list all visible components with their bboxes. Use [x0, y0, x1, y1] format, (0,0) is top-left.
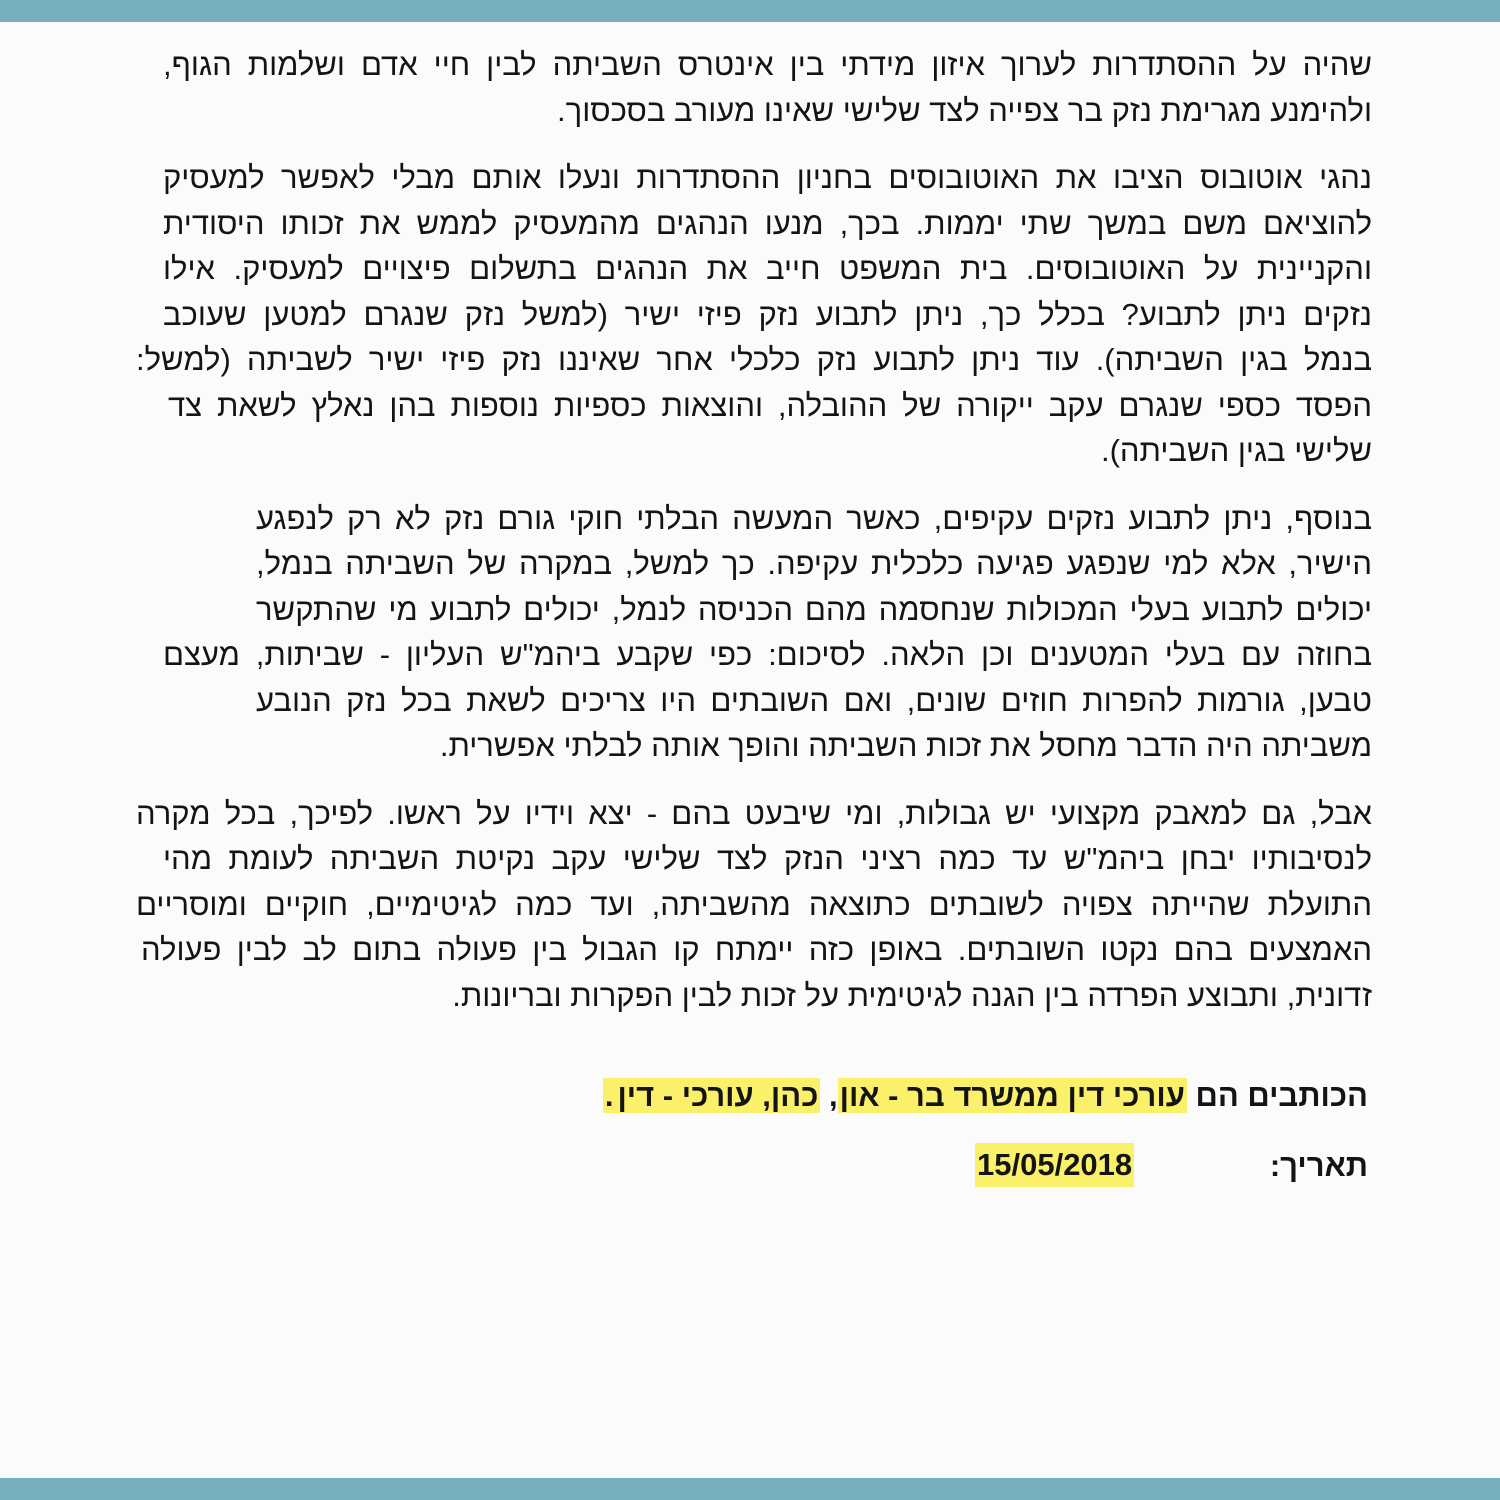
paragraph-3	[136, 496, 1372, 769]
text-line: האמצעים בהם נקטו השובתים. באופן כזה יימתח קו הגבול בין פעולה בתום לב לבין פעולה	[141, 932, 1372, 967]
paragraph-2	[136, 155, 1372, 474]
authors-highlight-names: כהן, עורכי - דין	[617, 1078, 819, 1113]
paragraph-1	[136, 42, 1372, 133]
text-line: משביתה היה הדבר מחסל את זכות השביתה והופך אותה לבלתי אפשרית.	[439, 728, 1372, 763]
document-body	[136, 42, 1372, 1040]
top-frame-bar	[0, 0, 1500, 22]
text-line: נהגי אוטובוס הציבו את האוטובוסים בחניון ההסתדרות ונעלו אותם מבלי לאפשר למעסיק	[163, 160, 1372, 195]
text-line: זדונית, ותבוצע הפרדה בין הגנה לגיטימית על זכות לבין הפקרות ובריונות.	[452, 977, 1372, 1013]
text-line: יכולים לתבוע בעלי המכולות שנחסמה מהם הכניסה לנמל, יכולים לתבוע מי שהתקשר	[256, 591, 1372, 627]
authors-highlight-firm: עורכי דין ממשרד בר - און	[839, 1078, 1185, 1113]
text-line: להוציאם משם במשך שתי יממות. בכך, מנעו הנהגים מהמעסיק לממש את זכותו היסודית	[163, 205, 1372, 241]
text-line: שהיה על ההסתדרות לערוך איזון מידתי בין אינטרס השביתה לבין חיי אדם ושלמות הגוף,	[163, 47, 1372, 82]
date-label: תאריך:	[1269, 1148, 1368, 1183]
authors-end: .	[604, 1078, 614, 1113]
authors-prefix: הכותבים הם	[1186, 1078, 1368, 1113]
text-line: שלישי בגין השביתה).	[1100, 433, 1372, 468]
authors-comma: ,	[820, 1078, 838, 1113]
bottom-frame-bar	[0, 1478, 1500, 1500]
text-line: בחוזה עם בעלי המטענים וכן הלאה. לסיכום: כפי שקבע ביהמ"ש העליון - שביתות, מעצם	[163, 637, 1372, 672]
text-line: התועלת שהייתה צפויה לשובתים כתוצאה מהשביתה, ועד כמה לגיטימיים, חוקיים ומוסריים	[136, 886, 1372, 922]
text-line: טבען, גורמות להפרות חוזים שונים, ואם השובתים היו צריכים לשאת בכל נזק הנובע	[256, 682, 1372, 718]
text-line: ולהימנע מגרימת נזק בר צפייה לצד שלישי שאינו מעורב בסכסוך.	[557, 92, 1372, 128]
text-line: אבל, גם למאבק מקצועי יש גבולות, ומי שיבעט בהם - יצא וידיו על ראשו. לפיכך, בכל מקרה	[136, 795, 1372, 831]
authors-line	[603, 1073, 1368, 1119]
text-line: בנוסף, ניתן לתבוע נזקים עקיפים, כאשר המעשה הבלתי חוקי גורם נזק לא רק לנפגע	[256, 500, 1372, 536]
text-line: והקניינית על האוטובוסים. בית המשפט חייב את הנהגים בתשלום פיצויים למעסיק. אילו	[163, 251, 1372, 286]
text-line: הישיר, אלא למי שנפגע פגיעה כלכלית עקיפה. כך למשל, במקרה של השביתה בנמל,	[256, 546, 1372, 581]
text-line: לנסיבותיו יבחן ביהמ"ש עד כמה רציני הנזק לצד שלישי עקב נקיטת השביתה לעומת מהי	[163, 841, 1372, 876]
date-value: 15/05/2018	[975, 1143, 1134, 1187]
paragraph-4	[136, 791, 1372, 1019]
text-line: נזקים ניתן לתבוע? בכלל כך, ניתן לתבוע נזק פיזי ישיר (למשל נזק שנגרם למטען שעוכב	[163, 296, 1372, 332]
text-line: הפסד כספי שנגרם עקב ייקורה של ההובלה, והוצאות כספיות נוספות בהן נאלץ לשאת צד	[168, 387, 1372, 423]
text-line: בנמל בגין השביתה). עוד ניתן לתבוע נזק כלכלי אחר שאיננו נזק פיזי ישיר לשביתה (למשל:	[136, 342, 1372, 377]
